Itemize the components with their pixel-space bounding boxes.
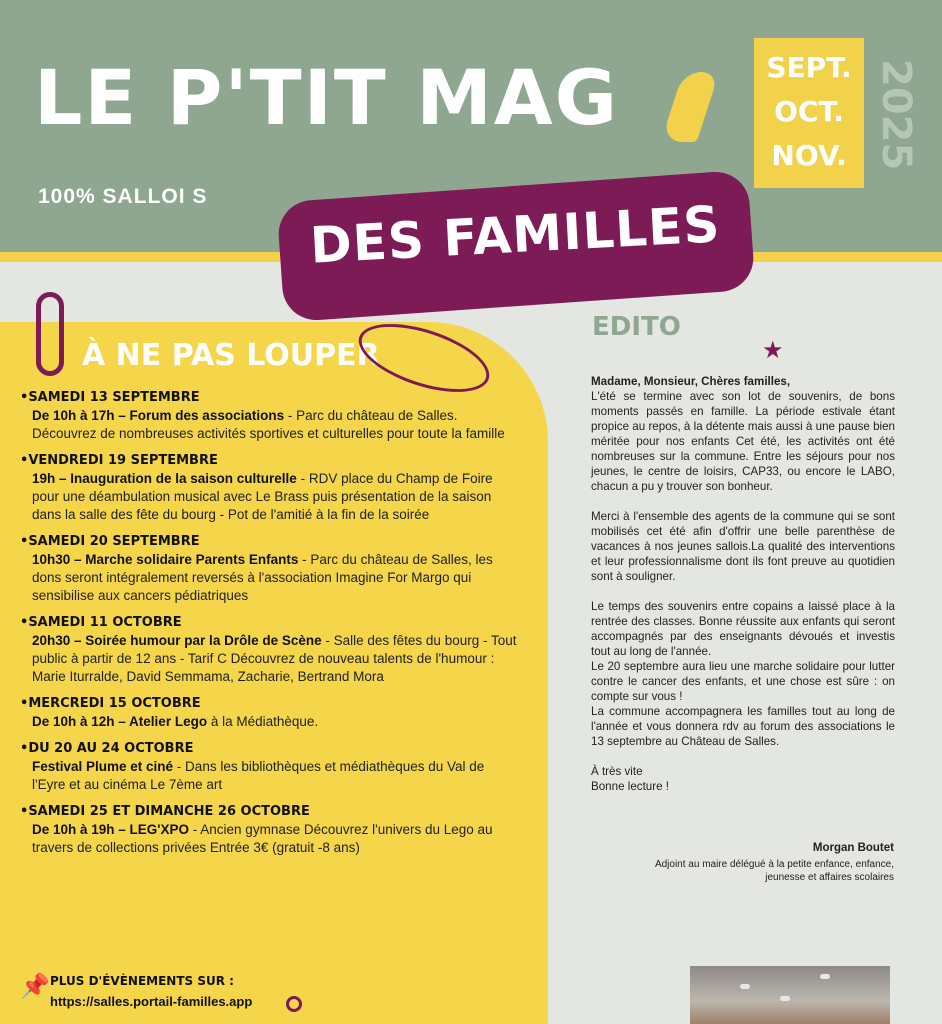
event-details: - Salle des fêtes du bourg - Tout public à partir de 12 ans - Tarif C Découvrez de nouveau talents de l'humour : Marie Iturralde, David Semmama, Zacharie, Bertrand Mora [32, 633, 517, 684]
edito-paragraph [591, 374, 895, 494]
event-item [20, 390, 520, 443]
subtitle: 100% SALLOI S [38, 185, 208, 208]
season-month: SEPT. [766, 51, 852, 84]
event-description [32, 551, 520, 605]
event-list [20, 390, 520, 867]
star-icon: ★ [762, 337, 784, 364]
more-events-link[interactable]: https://salles.portail-familles.app [50, 994, 253, 1009]
edito-greeting: Madame, Monsieur, Chères familles, [591, 375, 791, 388]
event-description [32, 821, 520, 857]
edito-text: L'été se termine avec son lot de souvenirs, de bons moments passés en famille. La période estivale étant propice au repos, à la détente mais aussi à une pause bien méritée pour nos enfants Cet été, les activités ont été nombreuses sur la commune. Entre les séjours pour nos jeunes, le centre de loisirs, CAP33, ou encore le LABO, chacun a pu y trouver son bonheur. [591, 390, 895, 493]
circle-deco [286, 996, 302, 1012]
families-title: DES FAMILLES [308, 195, 722, 275]
event-headline: De 10h à 12h – Atelier Lego [32, 714, 208, 729]
edito-title: EDITO [592, 312, 681, 342]
event-details: à la Médiathèque. [207, 714, 319, 729]
event-headline: 19h – Inauguration de la saison culturelle [32, 471, 297, 486]
edito-text: Le 20 septembre aura lieu une marche solidaire pour lutter contre le cancer des enfants, et une chose est sûre : on compte sur vous ! [591, 660, 895, 703]
season-month: NOV. [771, 139, 847, 172]
year-label: 2025 [873, 59, 919, 171]
event-item [20, 804, 520, 857]
event-date: • SAMEDI 25 ET DIMANCHE 26 OCTOBRE [20, 804, 520, 819]
photo-light [740, 984, 750, 989]
event-date: • MERCREDI 15 OCTOBRE [20, 696, 520, 711]
event-date: • SAMEDI 13 SEPTEMBRE [20, 390, 520, 405]
event-headline: 20h30 – Soirée humour par la Drôle de Scène [32, 633, 322, 648]
event-headline: 10h30 – Marche solidaire Parents Enfants [32, 552, 299, 567]
event-item [20, 453, 520, 524]
event-description [32, 470, 520, 524]
event-details: - Ancien gymnase Découvrez l'univers du Lego au travers de collections privées Entrée 3€ (gratuit -8 ans) [32, 822, 493, 855]
event-description [32, 713, 520, 731]
season-badge [754, 38, 864, 188]
event-headline: De 10h à 17h – Forum des associations [32, 408, 285, 423]
more-events-label: PLUS D'ÉVÈNEMENTS SUR : [50, 974, 234, 988]
edito-closing [591, 764, 895, 794]
event-item [20, 615, 520, 686]
event-details: - RDV place du Champ de Foire pour une déambulation musical avec Le Brass puis présentation de la saison dans la salle des fête du bourg - Pot de l'amitié à la fin de la soirée [32, 471, 493, 522]
signature-name: Morgan Boutet [812, 842, 894, 854]
edito-text: Le temps des souvenirs entre copains a laissé place à la rentrée des classes. Bonne réussite aux enfants qui seront accompagnés par des enseignants dévoués et investis tout au long de l'année. [591, 600, 895, 658]
agenda-title: À NE PAS LOUPER [82, 338, 380, 373]
event-item [20, 741, 520, 794]
edito-text: À très vite [591, 765, 643, 778]
photo-light [820, 974, 830, 979]
event-details: - Dans les bibliothèques et médiathèques du Val de l'Eyre et au cinéma Le 7ème art [32, 759, 485, 792]
pushpin-icon: 📌 [20, 973, 50, 1000]
signature-role: Adjoint au maire délégué à la petite enfance, enfance, jeunesse et affaires scolaires [654, 859, 894, 883]
gymnasium-photo [690, 966, 890, 1024]
edito-body [591, 374, 895, 809]
event-description [32, 758, 520, 794]
photo-light [780, 996, 790, 1001]
event-headline: De 10h à 19h – LEG'XPO [32, 822, 190, 837]
season-month: OCT. [774, 95, 844, 128]
edito-text: Bonne lecture ! [591, 780, 669, 793]
event-details: - Parc du château de Salles. Découvrez de nombreuses activités sportives et culturelles pour toute la famille [32, 408, 505, 441]
event-headline: Festival Plume et ciné [32, 759, 174, 774]
event-date: • SAMEDI 20 SEPTEMBRE [20, 534, 520, 549]
event-date: • DU 20 AU 24 OCTOBRE [20, 741, 520, 756]
edito-paragraph: Merci à l'ensemble des agents de la commune qui se sont mobilisés cet été afin d'offrir une belle parenthèse de vacances à nos jeunes sallois.La qualité des interventions et leur professionnalisme dont ils font preuve au quotidien sont à souligner. [591, 510, 895, 583]
edito-paragraph [591, 599, 895, 749]
magazine-title: LE P'TIT MAG [34, 53, 620, 142]
event-details: - Parc du château de Salles, les dons seront intégralement reversés à l'association Imagine For Margo qui sensibilise aux cancers pédiatriques [32, 552, 493, 603]
event-item [20, 696, 520, 731]
event-description [32, 407, 520, 443]
event-description [32, 632, 520, 686]
edito-text: La commune accompagnera les familles tout au long de l'année et vous donnera rdv au forum des associations le 13 septembre au Château de Salles. [591, 705, 895, 748]
event-date: • SAMEDI 11 OCTOBRE [20, 615, 520, 630]
event-item [20, 534, 520, 605]
paperclip-icon [36, 292, 64, 376]
event-date: • VENDREDI 19 SEPTEMBRE [20, 453, 520, 468]
